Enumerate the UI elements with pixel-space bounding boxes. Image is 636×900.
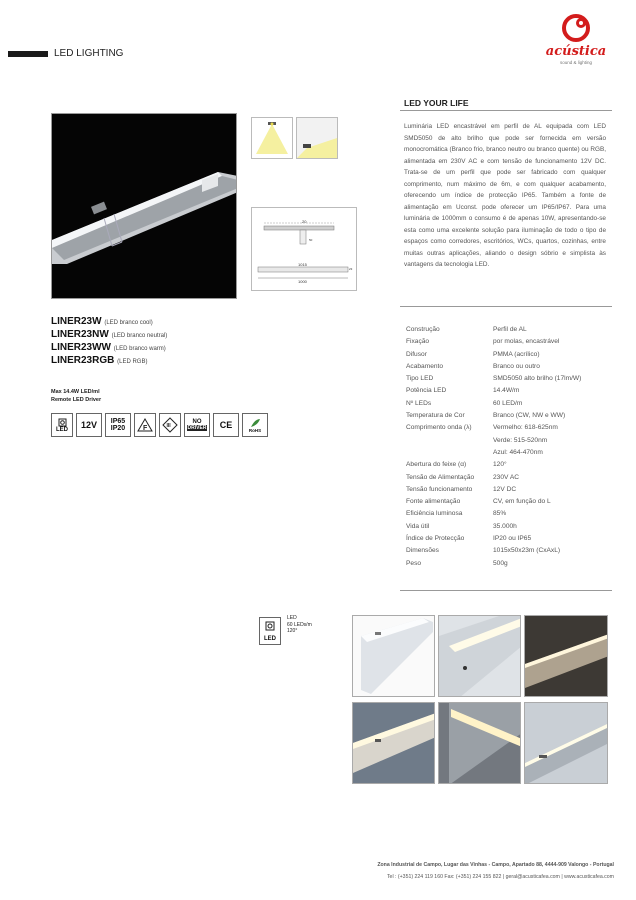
spec-label: Temperatura de Cor — [406, 412, 465, 420]
spec-label: Eficiência luminosa — [406, 510, 463, 518]
spec-label: Tipo LED — [406, 375, 434, 383]
spec-row — [406, 373, 613, 385]
gallery-photo — [438, 615, 521, 697]
spec-row — [406, 435, 613, 447]
gallery-photo — [352, 615, 435, 697]
spec-table — [406, 324, 613, 570]
footer-contacts: Tel : (+351) 224 119 160 Fax: (+351) 224 155 822 | geral@acusticafea.com | www.acusticafea.com — [386, 874, 614, 880]
spec-value: 500g — [493, 559, 508, 567]
spec-row — [406, 324, 613, 336]
ip-rating-icon: IP65 IP20 — [105, 413, 131, 437]
gallery-photo — [352, 702, 435, 784]
rohs-icon: RoHS — [242, 413, 268, 437]
spec-label: Tensão funcionamento — [406, 485, 473, 493]
spec-row — [406, 422, 613, 434]
spec-row — [406, 385, 613, 397]
spec-row — [406, 410, 613, 422]
spec-label — [406, 447, 493, 459]
spec-row — [406, 447, 613, 459]
class-three-icon — [159, 413, 181, 437]
dim-outer-label: 1000 — [298, 279, 307, 284]
logo-mark-icon — [562, 14, 590, 42]
spec-value: 230V AC — [493, 473, 520, 481]
spec-value: Perfil de AL — [493, 326, 527, 333]
no-driver-icon: NO DRIVER — [184, 413, 210, 437]
section-divider — [400, 306, 612, 307]
spec-value: Vermelho: 618-625nm — [493, 424, 558, 432]
spec-value: 60 LED/m — [493, 399, 523, 407]
beam-diagram-mounted — [296, 117, 338, 159]
led-info-icon: LED — [259, 617, 281, 645]
certification-icons — [51, 413, 268, 437]
model-item: LINER23W (LED branco cool) — [51, 316, 153, 327]
dim-height-label: 23 — [349, 267, 353, 271]
logo-tagline: sound & lighting — [559, 60, 593, 65]
spec-row — [406, 398, 613, 410]
spec-label: Potência LED — [406, 387, 447, 395]
spec-row — [406, 484, 613, 496]
spec-label — [406, 435, 493, 447]
led-info-text: LED 60 LEDs/m 120° — [287, 615, 312, 634]
spec-row — [406, 545, 613, 557]
spec-value: SMD5050 alto brilho (17lm/W) — [493, 375, 582, 383]
spec-row — [406, 533, 613, 545]
spec-value: 85% — [493, 510, 507, 518]
power-info: Max 14.4W LED/ml Remote LED Driver — [51, 389, 102, 403]
spec-row — [406, 496, 613, 508]
spec-row — [406, 361, 613, 373]
section-divider — [400, 590, 612, 591]
spec-value: CV, em função do L — [493, 498, 551, 506]
spec-label: Índice de Protecção — [406, 535, 465, 543]
header-bar — [8, 51, 48, 57]
spec-value: 35.000h — [493, 522, 517, 530]
spec-value: IP20 ou IP65 — [493, 535, 532, 543]
spec-label: Peso — [406, 559, 422, 567]
section-title: LED YOUR LIFE — [404, 98, 469, 108]
spec-row — [406, 558, 613, 570]
page-title: LED LIGHTING — [54, 48, 124, 59]
spec-row — [406, 472, 613, 484]
spec-value: Branco (CW, NW e WW) — [493, 412, 566, 420]
spec-value: 1015x50x23m (CxAxL) — [493, 547, 561, 555]
led-icon: LED — [51, 413, 73, 437]
spec-row — [406, 459, 613, 471]
gallery-photo — [524, 702, 608, 784]
section-divider — [400, 110, 612, 111]
spec-value: por molas, encastrável — [493, 338, 560, 346]
spec-label: Acabamento — [406, 362, 444, 370]
spec-label: Comprimento onda (λ) — [406, 424, 472, 432]
spec-label: Difusor — [406, 350, 427, 358]
dim-side-label: 50 — [309, 238, 313, 242]
dimension-drawing — [251, 207, 357, 291]
gallery-photo — [438, 702, 521, 784]
voltage-icon: 12V — [76, 413, 102, 437]
spec-label: Vida útil — [406, 522, 430, 530]
logo-name: acústica — [545, 44, 607, 59]
ce-mark-icon: CE — [213, 413, 239, 437]
spec-label: Fonte alimentação — [406, 498, 461, 506]
model-list — [51, 316, 167, 368]
gallery-photo — [524, 615, 608, 697]
spec-value: 14.4W/m — [493, 387, 520, 395]
spec-row — [406, 508, 613, 520]
spec-label: Tensão de Alimentação — [406, 473, 475, 481]
dim-top-label: 20 — [302, 219, 307, 224]
model-item: LINER23WW (LED branco warm) — [51, 342, 166, 353]
footer-address: Zona Industrial de Campo, Lugar das Vinhas - Campo, Apartado 88, 4444-909 Valongo - Portugal — [377, 862, 614, 868]
spec-label: Abertura do feixe (α) — [406, 461, 467, 469]
dim-inner-label: 1015 — [298, 262, 307, 267]
model-item: LINER23NW (LED branco neutral) — [51, 329, 168, 340]
product-description: Luminária LED encastrável em perfil de AL equipada com LED SMD5050 de alto brilho que pode ser fornecida em versão monocromática (Branco frio, branco neutro ou branco quente) ou RGB, alimentada em 230V AC e com tensão de funcionamento 12V DC. Trata-se de um perfil que pode ser fabricado com qualquer comprimento, num máximo de 6m, e com qualquer acabamento, oferecendo um índice de protecção IP65. Também a fonte de alimentação em Uconst. pode oferecer um IP65/IP67. Para uma luminária de 1000mm o consumo é de apenas 10W, apresentando-se esta como uma excelente solução para iluminação de todo o tipo de espaços como corredores, escritórios, WCs, quartos, cozinhas, entre muitas outras aplicações, aliando o design sóbrio e simplista às vantagens da tecnologia LED. — [404, 123, 606, 268]
spec-value: 120° — [493, 461, 507, 469]
spec-value: PMMA (acrílico) — [493, 350, 540, 358]
spec-label: Fixação — [406, 338, 430, 346]
spec-label: Nº LEDs — [406, 399, 432, 407]
spec-row — [406, 521, 613, 533]
spec-value: 12V DC — [493, 485, 517, 493]
f-mark-icon — [134, 413, 156, 437]
spec-row — [406, 336, 613, 348]
spec-value: Azul: 464-470nm — [493, 448, 543, 456]
svg-text:F: F — [143, 425, 148, 432]
spec-value: Branco ou outro — [493, 362, 540, 370]
model-item: LINER23RGB (LED RGB) — [51, 355, 148, 366]
spec-label: Construção — [406, 326, 440, 333]
product-photo — [51, 113, 237, 299]
beam-diagram-light — [251, 117, 293, 159]
spec-label: Dimensões — [406, 547, 439, 555]
spec-value: Verde: 515-520nm — [493, 436, 548, 444]
svg-text:III: III — [166, 423, 171, 429]
brand-logo — [540, 14, 612, 70]
spec-row — [406, 349, 613, 361]
